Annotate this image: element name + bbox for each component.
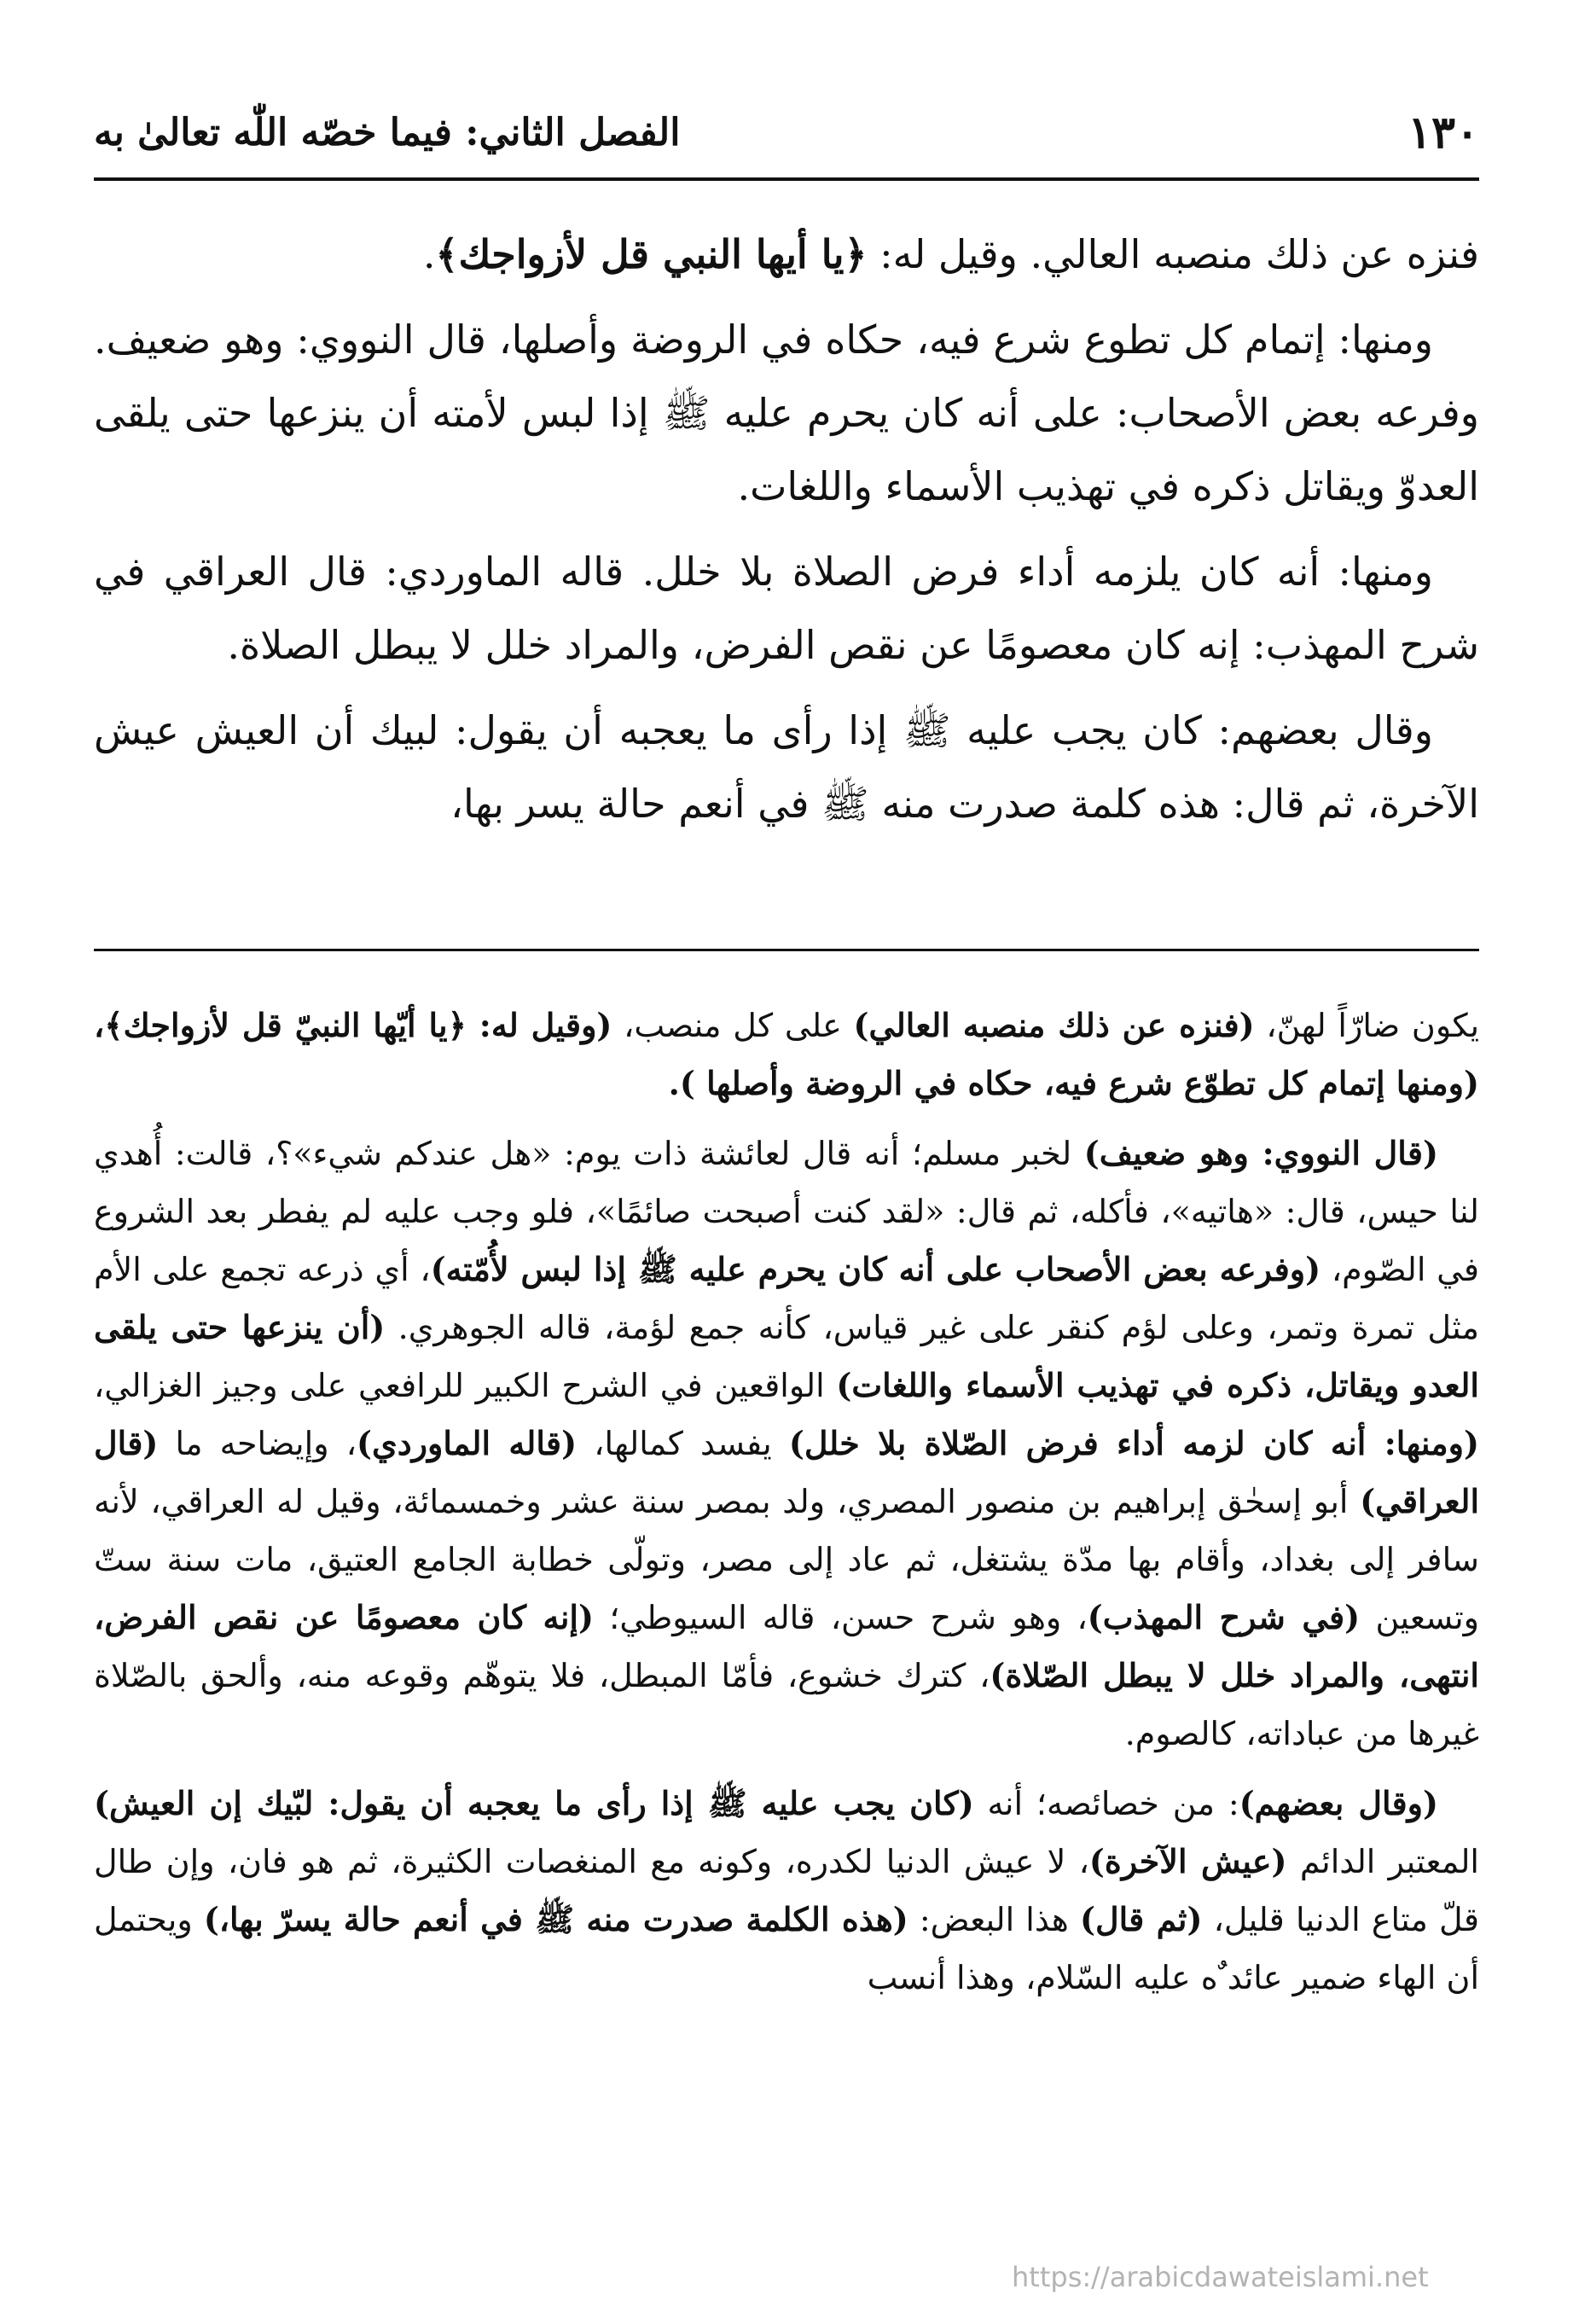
watermark-url: https://arabicdawateislami.net	[1012, 2261, 1429, 2293]
quran-quote: ﴿يا أيها النبي قل لأزواجك﴾	[435, 231, 868, 277]
main-paragraph-4: وقال بعضهم: كان يجب عليه ﷺ إذا رأى ما يعجبه أن يقول: لبيك أن العيش عيش الآخرة، ثم قال: هذه كلمة صدرت منه ﷺ في أنعم حالة يسر بها،	[94, 707, 1479, 827]
header-rule	[94, 177, 1479, 181]
commentary-paragraph-1: يكون ضارّاً لهنّ، (فنزه عن ذلك منصبه العالي) على كل منصب، (وقيل له: ﴿يا أيّها النبيّ قل لأزواجك﴾، (ومنها إتمام كل تطوّع شرع فيه، حكاه في الروضة وأصلها ).	[94, 1006, 1480, 1102]
commentary-separator	[94, 949, 1479, 951]
commentary-paragraph-3: (وقال بعضهم): من خصائصه؛ أنه (كان يجب عليه ﷺ إذا رأى ما يعجبه أن يقول: لبّيك إن العيش) المعتبر الدائم (عيش الآخرة)، لا عيش الدنيا لكدره، وكونه مع المنغصات الكثيرة، ثم هو فان، وإن طال قلّ متاع الدنيا قليل، (ثم قال) هذا البعض: (هذه الكلمة صدرت منه ﷺ في أنعم حالة يسرّ بها،) ويحتمل أن الهاء ضمير عائد ٌه عليه السّلام، وهذا أنسب	[94, 1784, 1479, 1996]
page-number: ١٣٠	[1408, 106, 1479, 159]
main-paragraph-2: ومنها: إتمام كل تطوع شرع فيه، حكاه في الروضة وأصلها، قال النووي: وهو ضعيف. وفرعه بعض الأصحاب: على أنه كان يحرم عليه ﷺ إذا لبس لأمته أن ينزعها حتى يلقى العدوّ ويقاتل ذكره في تهذيب الأسماء واللغات.	[94, 317, 1480, 509]
page-header	[94, 102, 1479, 162]
main-paragraph-1: فنزه عن ذلك منصبه العالي. وقيل له: ﴿يا أيها النبي قل لأزواجك﴾.	[422, 231, 1479, 277]
main-text	[94, 218, 1479, 852]
commentary-text	[94, 996, 1479, 2019]
running-title: الفصل الثاني: فيما خصّه اللّٰه تعالىٰ به	[94, 110, 681, 154]
commentary-paragraph-2: (قال النووي: وهو ضعيف) لخبر مسلم؛ أنه قال لعائشة ذات يوم: «هل عندكم شيء»؟، قالت: أُهدي لنا حيس، قال: «هاتيه»، فأكله، ثم قال: «لقد كنت أصبحت صائمًا»، فلو وجب عليه لم يفطر بعد الشروع في الصّوم، (وفرعه بعض الأصحاب على أنه كان يحرم عليه ﷺ إذا لبس لأُمّته)، أي ذرعه تجمع على الأم مثل تمرة وتمر، وعلى لؤم كنقر على غير قياس، كأنه جمع لؤمة، قاله الجوهري. (أن ينزعها حتى يلقى العدو ويقاتل، ذكره في تهذيب الأسماء واللغات) الواقعين في الشرح الكبير للرافعي على وجيز الغزالي، (ومنها: أنه كان لزمه أداء فرض الصّلاة بلا خلل) يفسد كمالها، (قاله الماوردي)، وإيضاحه ما (قال العراقي) أبو إسحٰق إبراهيم بن منصور المصري، ولد بمصر سنة عشر وخمسمائة، وقيل له العراقي، لأنه سافر إلى بغداد، وأقام بها مدّة يشتغل، ثم عاد إلى مصر، وتولّى خطابة الجامع العتيق، مات سنة ستّ وتسعين (في شرح المهذب)، وهو شرح حسن، قاله السيوطي؛ (إنه كان معصومًا عن نقص الفرض، انتهى، والمراد خلل لا يبطل الصّلاة)، كترك خشوع، فأمّا المبطل، فلا يتوهّم وقوعه منه، وألحق بالصّلاة غيرها من عباداته، كالصوم.	[94, 1134, 1480, 1752]
main-paragraph-3: ومنها: أنه كان يلزمه أداء فرض الصلاة بلا خلل. قاله الماوردي: قال العراقي في شرح المهذب: إنه كان معصومًا عن نقص الفرض، والمراد خلل لا يبطل الصلاة.	[94, 549, 1479, 668]
